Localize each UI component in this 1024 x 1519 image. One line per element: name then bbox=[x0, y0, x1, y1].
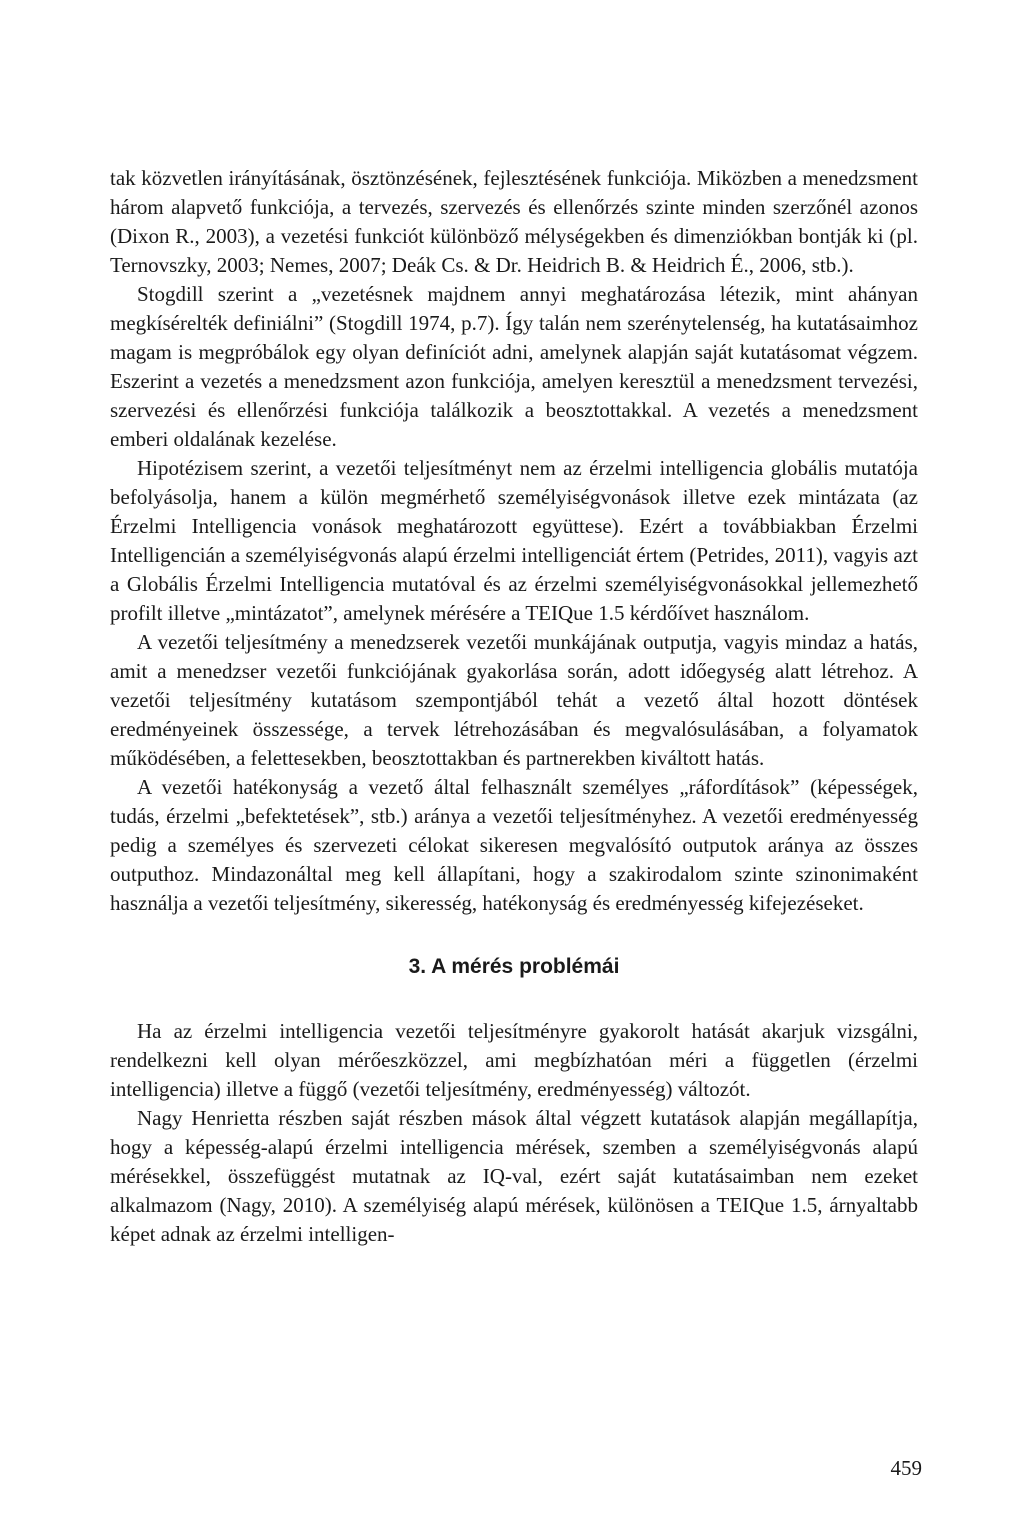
paragraph-nagy: Nagy Henrietta részben saját részben mások által végzett kutatások alapján megállapítja, hogy a képesség-alapú érzelmi intelligencia mérések, szemben a személyiségvonás alapú mérésekkel, összefüggést mutatnak az IQ-val, ezért saját kutatásaimban nem ezeket alkalmazom (Nagy, 2010). A személyiség alapú mérések, különösen a TEIQue 1.5, árnyaltabb képet adnak az érzelmi intelligen- bbox=[110, 1106, 918, 1246]
paragraph-hypothesis: Hipotézisem szerint, a vezetői teljesítményt nem az érzelmi intelligencia globális mutatója befolyásolja, hanem a külön megmérhető személyiségvonások illetve ezek mintázata (az Érzelmi Intelligencia vonások meghatározott együttese). Ezért a továbbiakban Érzelmi Intelligencián a személyiségvonás alapú érzelmi intelligenciát értem (Petrides, 2011), vagyis azt a Globális Érzelmi Intelligencia mutatóval és az érzelmi személyiségvonásokkal jellemezhető profilt illetve „mintázatot”, amelynek mérésére a TEIQue 1.5 kérdőívet használom. bbox=[110, 456, 918, 625]
paragraph-continuation: tak közvetlen irányításának, ösztönzésének, fejlesztésének funkciója. Miközben a menedzsment három alapvető funkciója, a tervezés, szervezés és ellenőrzés szinte minden szerzőnél azonos (Dixon R., 2003), a vezetési funkciót különböző mélységekben és dimenziókban bontják ki (pl. Ternovszky, 2003; Nemes, 2007; Deák Cs. & Dr. Heidrich B. & Heidrich É., 2006, stb.). bbox=[110, 166, 918, 277]
paragraph-performance: A vezetői teljesítmény a menedzserek vezetői munkájának outputja, vagyis mindaz a hatás, amit a menedzser vezetői funkciójának gyakorlása során, adott időegység alatt létrehoz. A vezetői teljesítmény kutatásom szempontjából tehát a vezető által hozott döntések eredményeinek összessége, a tervek létrehozásában és megvalósulásában, a folyamatok működésében, a felettesekben, beosztottakban és partnerekben kiváltott hatás. bbox=[110, 630, 918, 770]
paragraph-stogdill: Stogdill szerint a „vezetésnek majdnem annyi meghatározása létezik, mint ahányan megkísérelték definiálni” (Stogdill 1974, p.7). Így talán nem szerénytelenség, ha kutatásaimhoz magam is megpróbálok egy olyan definíciót adni, amelynek alapján saját kutatásomat végzem. Eszerint a vezetés a menedzsment azon funkciója, amelyen keresztül a menedzsment tervezési, szervezési és ellenőrzési funkciója találkozik a beosztottakkal. A vezetés a menedzsment emberi oldalának kezelése. bbox=[110, 282, 918, 451]
paragraph-efficiency: A vezetői hatékonyság a vezető által felhasznált személyes „ráfordítások” (képességek, tudás, érzelmi „befektetések”, stb.) aránya a vezetői teljesítményhez. A vezetői eredményesség pedig a személyes és szervezeti célokat sikeresen megvalósító outputok aránya az összes outputhoz. Mindazonáltal meg kell állapítani, hogy a szakirodalom szinte szinonimaként használja a vezetői teljesítmény, sikeresség, hatékonyság és eredményesség kifejezéseket. bbox=[110, 775, 918, 915]
paragraph-measurement: Ha az érzelmi intelligencia vezetői teljesítményre gyakorolt hatását akarjuk vizsgálni, rendelkezni kell olyan mérőeszközzel, ami megbízhatóan méri a független (érzelmi intelligencia) illetve a függő (vezetői teljesítmény, eredményesség) változót. bbox=[110, 1019, 918, 1101]
page-body bbox=[110, 164, 918, 1249]
section-heading: 3. A mérés problémái bbox=[408, 955, 620, 978]
page-number: 459 bbox=[890, 1456, 922, 1480]
